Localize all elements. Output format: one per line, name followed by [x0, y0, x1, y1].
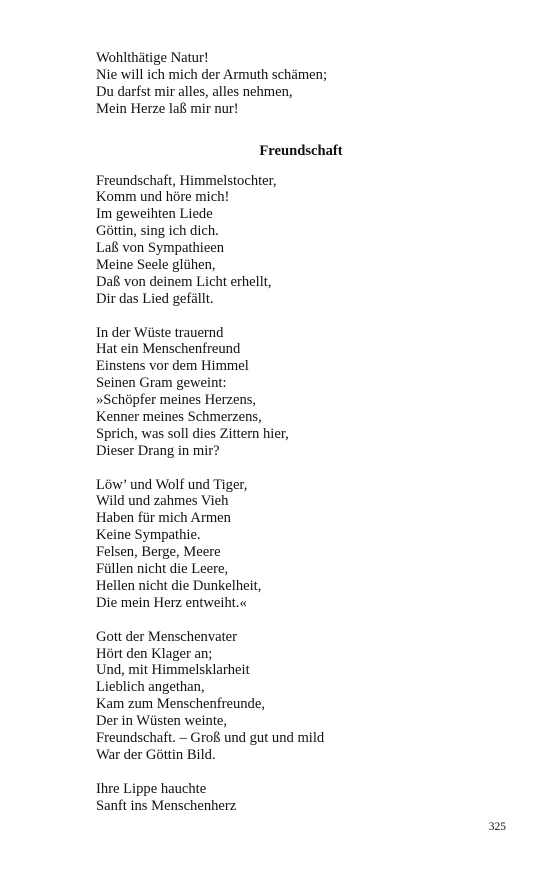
verse-line: Wild und zahmes Vieh	[96, 493, 229, 510]
verse-line: Keine Sympathie.	[96, 527, 201, 544]
verse-line: Felsen, Berge, Meere	[96, 544, 221, 561]
poem-title: Freundschaft	[259, 142, 343, 159]
verse-line: Dieser Drang in mir?	[96, 442, 220, 459]
verse-line: Lieblich angethan,	[96, 679, 205, 696]
verse-line: Der in Wüsten weinte,	[96, 713, 228, 730]
verse-line: Komm und höre mich!	[96, 189, 230, 206]
stanza-3	[96, 477, 496, 612]
verse-line: Meine Seele glühen,	[96, 257, 216, 274]
verse-line: Daß von deinem Licht erhellt,	[96, 273, 272, 290]
verse-line: Seinen Gram geweint:	[96, 375, 227, 392]
verse-line: Füllen nicht die Leere,	[96, 561, 229, 578]
page-number: 325	[488, 821, 506, 833]
verse-line: Nie will ich mich der Armuth schämen;	[96, 66, 328, 83]
verse-line: »Schöpfer meines Herzens,	[96, 392, 257, 409]
verse-line: In der Wüste trauernd	[96, 324, 224, 341]
verse-line: Wohlthätige Natur!	[96, 50, 209, 66]
verse-line: Hat ein Menschenfreund	[96, 341, 241, 358]
verse-line: Gott der Menschenvater	[96, 628, 238, 645]
verse-line: Freundschaft, Himmelstochter,	[96, 172, 277, 189]
text-block	[96, 50, 496, 831]
verse-line: Haben für mich Armen	[96, 510, 231, 527]
verse-line: Hört den Klager an;	[96, 645, 213, 662]
verse-line: Hellen nicht die Dunkelheit,	[96, 577, 262, 594]
verse-line: Kenner meines Schmerzens,	[96, 409, 262, 426]
verse-line: Im geweihten Liede	[96, 206, 213, 223]
verse-line: Du darfst mir alles, alles nehmen,	[96, 83, 293, 100]
verse-line: Ihre Lippe hauchte	[96, 780, 207, 797]
verse-line: Mein Herze laß mir nur!	[96, 100, 239, 117]
verse-line: Freundschaft. – Groß und gut und mild	[96, 729, 325, 746]
verse-line: Einstens vor dem Himmel	[96, 358, 249, 375]
verse-line: Sprich, was soll dies Zittern hier,	[96, 425, 289, 442]
verse-line: Kam zum Menschenfreunde,	[96, 696, 265, 713]
verse-line: Die mein Herz entweiht.«	[96, 594, 247, 611]
stanza-1	[96, 173, 496, 308]
stanza-5	[96, 781, 496, 815]
verse-line: Und, mit Himmelsklarheit	[96, 662, 250, 679]
verse-line: War der Göttin Bild.	[96, 746, 216, 763]
stanza-2	[96, 325, 496, 460]
verse-line: Sanft ins Menschenherz	[96, 797, 237, 814]
intro-stanza	[96, 50, 496, 118]
stanza-4	[96, 629, 496, 764]
verse-line: Dir das Lied gefällt.	[96, 290, 214, 307]
verse-line: Göttin, sing ich dich.	[96, 223, 219, 240]
verse-line: Löw’ und Wolf und Tiger,	[96, 476, 248, 493]
verse-line: Laß von Sympathieen	[96, 240, 225, 257]
